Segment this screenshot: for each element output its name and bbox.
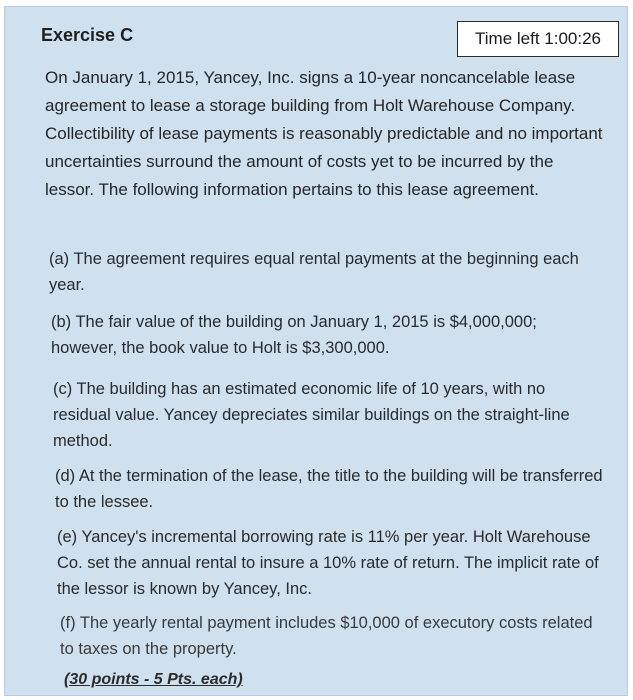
item-a: (a) The agreement requires equal rental payments at the beginning each year.: [49, 250, 579, 294]
points-note: (30 points - 5 Pts. each): [64, 671, 243, 688]
item-b: (b) The fair value of the building on January 1, 2015 is $4,000,000; however, the book value to Holt is $3,300,000.: [51, 313, 537, 357]
item-d: (d) At the termination of the lease, the title to the building will be transferred to the lessee.: [55, 467, 603, 511]
exercise-header: [5, 7, 627, 59]
item-e: (e) Yancey's incremental borrowing rate is 11% per year. Holt Warehouse Co. set the annual rental to insure a 10% rate of return. The implicit rate of the lessor is known by Yancey, Inc.: [57, 528, 599, 598]
item-c: (c) The building has an estimated economic life of 10 years, with no residual value. Yancey depreciates similar buildings on the straight-line method.: [53, 380, 570, 450]
exercise-panel: [4, 6, 628, 696]
time-left-timer: Time left 1:00:26: [457, 21, 619, 57]
item-f: (f) The yearly rental payment includes $10,000 of executory costs related to taxes on the property.: [60, 614, 593, 658]
exercise-intro: On January 1, 2015, Yancey, Inc. signs a 10-year noncancelable lease agreement to lease a storage building from Holt Warehouse Company. Collectibility of lease payments is reasonably predictable and no important uncertainties surround the amount of costs yet to be incurred by the lessor. The following information pertains to this lease agreement.: [45, 68, 603, 199]
exercise-title: Exercise C: [41, 25, 134, 45]
